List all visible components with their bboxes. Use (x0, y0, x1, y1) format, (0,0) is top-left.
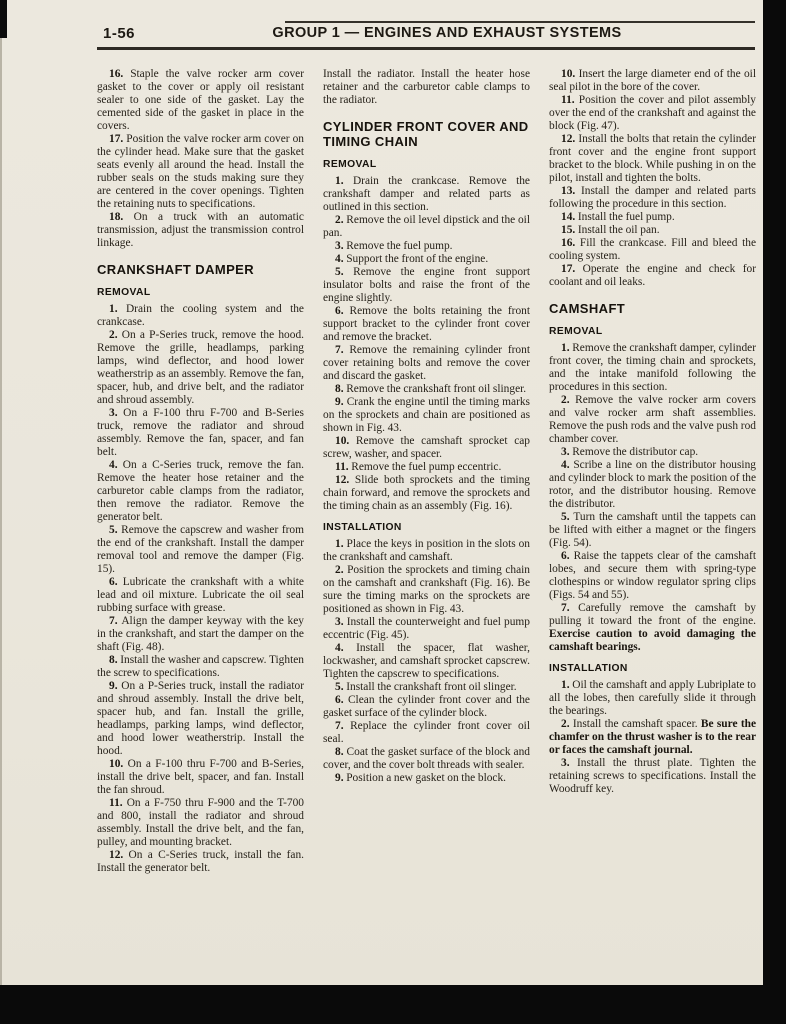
numbered-step: 18. On a truck with an automatic transmission, adjust the transmission control linkage. (97, 211, 304, 249)
step-number: 9. (335, 395, 347, 408)
page-content (97, 16, 757, 875)
numbered-step: 10. Insert the large diameter end of the oil seal pilot in the bore of the cover. (549, 68, 756, 93)
numbered-step: 1. Oil the camshaft and apply Lubriplate to all the lobes, then carefully slide it through the bearings. (549, 678, 756, 717)
text-column-3 (549, 68, 756, 875)
header-rule-bottom (97, 47, 755, 50)
step-number: 6. (335, 693, 348, 706)
step-number: 8. (335, 382, 347, 395)
step-number: 4. (335, 252, 347, 265)
subsection-heading: REMOVAL (97, 286, 151, 298)
emphasis-text: Exercise caution to avoid damaging the camshaft bearings. (549, 627, 756, 653)
step-number: 12. (561, 133, 579, 145)
step-number: 3. (109, 406, 124, 419)
numbered-step: 15. Install the oil pan. (561, 224, 660, 236)
numbered-step: 9. On a P-Series truck, install the radiator and shroud assembly. Install the drive belt, spacer hub, and fan. Install the grille, headlamps, parking lamps, wind deflector, and hood lower weatherstrip. Install the hood. (97, 679, 304, 757)
numbered-step: 6. Remove the bolts retaining the front support bracket to the cylinder front cover and remove the bracket. (323, 304, 530, 343)
numbered-step: 3. Install the counterweight and fuel pump eccentric (Fig. 45). (323, 615, 530, 641)
step-number: 15. (561, 224, 578, 236)
numbered-step: 2. Install the camshaft spacer. Be sure the chamfer on the thrust washer is to the rear or faces the camshaft journal. (549, 717, 756, 756)
text-columns (97, 68, 757, 875)
section-heading: CYLINDER FRONT COVER AND TIMING CHAIN (323, 119, 529, 149)
page-header (97, 16, 757, 66)
step-number: 7. (109, 614, 122, 627)
numbered-step: 1. Remove the crankshaft damper, cylinder front cover, the timing chain and sprockets, and the intake manifold following the procedures in this section. (549, 341, 756, 393)
step-number: 10. (109, 757, 128, 770)
step-number: 5. (561, 510, 574, 523)
step-number: 8. (109, 653, 121, 666)
numbered-step: 9. Crank the engine until the timing marks on the sprockets and chain are positioned as shown in Fig. 43. (323, 395, 530, 434)
numbered-step: 6. Lubricate the crankshaft with a white lead and oil mixture. Lubricate the oil seal rubbing surface with grease. (97, 575, 304, 614)
numbered-step: 7. Align the damper keyway with the key in the crankshaft, and start the damper on the shaft (Fig. 48). (97, 614, 304, 653)
step-number: 1. (561, 341, 573, 354)
numbered-step: 7. Carefully remove the camshaft by pulling it toward the front of the engine. Exercise caution to avoid damaging the camshaft bearings. (549, 601, 756, 653)
step-number: 3. (561, 445, 573, 458)
step-number: 4. (335, 641, 357, 654)
text-column-2 (323, 68, 530, 875)
section-heading: CRANKSHAFT DAMPER (97, 262, 255, 277)
step-number: 13. (561, 185, 582, 197)
numbered-step: 9. Position a new gasket on the block. (335, 771, 507, 784)
numbered-step: 5. Remove the capscrew and washer from the end of the crankshaft. Install the damper removal tool and remove the damper (Fig. 15). (97, 523, 304, 575)
scan-black-right-edge (763, 0, 786, 1024)
step-number: 12. (109, 848, 129, 861)
numbered-step: 5. Turn the camshaft until the tappets can be lifted with either a magnet or the fingers (Fig. 54). (549, 510, 756, 549)
step-number: 7. (335, 719, 351, 732)
numbered-step: 1. Drain the crankcase. Remove the crankshaft damper and related parts as outlined in this section. (323, 174, 530, 213)
step-number: 2. (335, 563, 348, 576)
scan-artifact-top-left (0, 0, 7, 38)
numbered-step: 10. On a F-100 thru F-700 and B-Series, install the drive belt, spacer, and fan. Install the fan shroud. (97, 757, 304, 796)
numbered-step: 4. Scribe a line on the distributor housing and cylinder block to mark the position of the rotor, and the distributor housing. Remove the distributor. (549, 458, 756, 510)
step-number: 7. (561, 601, 579, 614)
numbered-step: 12. Install the bolts that retain the cylinder front cover and the engine front support bracket to the block. While pushing in on the pilot, install and tighten the bolts. (549, 133, 757, 184)
numbered-step: 3. Install the thrust plate. Tighten the retaining screws to specifications. Install the Woodruff key. (549, 756, 756, 795)
numbered-step: 12. Slide both sprockets and the timing chain forward, and remove the sprockets and the timing chain as an assembly (Fig. 16). (323, 473, 530, 512)
numbered-step: 2. Position the sprockets and timing chain on the camshaft and crankshaft (Fig. 16). Be sure the timing marks on the sprockets are positioned as shown in Fig. 43. (323, 563, 530, 615)
step-number: 10. (561, 68, 579, 80)
scan-black-bottom-edge (0, 985, 786, 1024)
numbered-step: 1. Place the keys in position in the slots on the crankshaft and camshaft. (323, 537, 530, 563)
step-number: 3. (561, 756, 577, 769)
numbered-step: 6. Clean the cylinder front cover and the gasket surface of the cylinder block. (323, 693, 530, 719)
numbered-step: 7. Remove the remaining cylinder front cover retaining bolts and remove the cover and discard the gasket. (323, 343, 530, 382)
page-title: GROUP 1 — ENGINES AND EXHAUST SYSTEMS (272, 25, 622, 41)
step-number: 1. (335, 537, 347, 550)
numbered-step: 8. Coat the gasket surface of the block and cover, and the cover bolt threads with sealer. (323, 745, 530, 771)
step-number: 17. (561, 263, 583, 275)
numbered-step: 17. Operate the engine and check for coolant and oil leaks. (549, 263, 756, 288)
header-rule-top (285, 21, 755, 23)
step-number: 8. (335, 745, 347, 758)
step-number: 2. (335, 213, 347, 226)
step-number: 9. (335, 771, 347, 784)
numbered-step: 4. Install the spacer, flat washer, lockwasher, and camshaft sprocket capscrew. Tighten the capscrew to specifications. (323, 641, 530, 680)
step-number: 18. (109, 211, 134, 223)
step-number: 2. (561, 717, 573, 730)
numbered-step: 4. On a C-Series truck, remove the fan. Remove the heater hose retainer and the carburetor cable clamps from the radiator, then remove the radiator. Remove the generator belt. (97, 458, 304, 523)
scan-left-edge (0, 0, 2, 986)
step-number: 1. (109, 302, 126, 315)
numbered-step: 3. Remove the distributor cap. (561, 445, 699, 458)
numbered-step: 16. Fill the crankcase. Fill and bleed the cooling system. (549, 237, 756, 262)
step-number: 3. (335, 239, 347, 252)
numbered-step: 11. Remove the fuel pump eccentric. (335, 460, 502, 473)
numbered-step: 10. Remove the camshaft sprocket cap screw, washer, and spacer. (323, 434, 530, 460)
numbered-step: 8. Remove the crankshaft front oil slinger. (335, 382, 527, 395)
step-number: 1. (335, 174, 353, 187)
numbered-step: 8. Install the washer and capscrew. Tighten the screw to specifications. (97, 653, 304, 679)
numbered-step: 1. Drain the cooling system and the crankcase. (97, 302, 304, 328)
step-number: 5. (109, 523, 122, 536)
step-number: 2. (561, 393, 576, 406)
text-column-1 (97, 68, 304, 875)
step-number: 4. (109, 458, 123, 471)
numbered-step: 3. On a F-100 thru F-700 and B-Series truck, remove the radiator and shroud assembly. Remove the fan, spacer, and fan belt. (97, 406, 304, 458)
step-number: 6. (335, 304, 350, 317)
subsection-heading: REMOVAL (549, 325, 603, 337)
numbered-step: 2. On a P-Series truck, remove the hood. Remove the grille, headlamps, parking lamps, wind deflector, and hood lower weatherstrip as an assembly. Remove the fan, spacer, hub, and drive belt, and the radiator and shroud assembly. (97, 328, 304, 406)
numbered-step: 13. Install the damper and related parts following the procedure in this section. (549, 185, 756, 210)
step-number: 16. (109, 68, 131, 80)
step-number: 5. (335, 680, 347, 693)
numbered-step: 12. On a C-Series truck, install the fan. Install the generator belt. (97, 848, 304, 874)
subsection-heading: INSTALLATION (323, 521, 402, 533)
numbered-step: 17. Position the valve rocker arm cover on the cylinder head. Make sure that the gasket seats evenly all around the head. Install the rubber seals on the studs making sure they are centered in the cover openings. Tighten the retaining nuts to specifications. (97, 133, 304, 210)
step-number: 11. (335, 460, 352, 473)
paragraph-continuation: Install the radiator. Install the heater hose retainer and the carburetor cable clamps to the radiator. (323, 68, 530, 106)
step-number: 16. (561, 237, 580, 249)
numbered-step: 3. Remove the fuel pump. (335, 239, 453, 252)
step-number: 4. (561, 458, 574, 471)
numbered-step: 16. Staple the valve rocker arm cover gasket to the cover or apply oil resistant sealer to one side of the gasket. Lay the cemented side of the gasket in place in the covers. (97, 68, 305, 132)
section-heading: CAMSHAFT (549, 301, 626, 316)
emphasis-text: Be sure the chamfer on the thrust washer is to the rear or faces the camshaft journal. (549, 717, 756, 756)
step-number: 2. (109, 328, 122, 341)
step-number: 5. (335, 265, 354, 278)
step-number: 7. (335, 343, 350, 356)
step-number: 11. (109, 796, 127, 809)
subsection-heading: INSTALLATION (549, 662, 628, 674)
page-number: 1-56 (103, 25, 136, 42)
numbered-step: 11. Position the cover and pilot assembly over the end of the crankshaft and against the block (Fig. 47). (549, 94, 756, 132)
numbered-step: 14. Install the fuel pump. (561, 211, 675, 223)
step-number: 6. (561, 549, 574, 562)
numbered-step: 2. Remove the valve rocker arm covers and valve rocker arm shaft assemblies. Remove the push rods and the valve push rod chamber cover. (549, 393, 756, 445)
step-number: 14. (561, 211, 578, 223)
step-number: 6. (109, 575, 123, 588)
numbered-step: 2. Remove the oil level dipstick and the oil pan. (323, 213, 530, 239)
subsection-heading: REMOVAL (323, 158, 377, 170)
step-number: 9. (109, 679, 122, 692)
step-number: 17. (109, 133, 127, 145)
numbered-step: 5. Remove the engine front support insulator bolts and raise the front of the engine slightly. (323, 265, 530, 304)
step-number: 10. (335, 434, 356, 447)
step-number: 11. (561, 94, 579, 106)
numbered-step: 5. Install the crankshaft front oil slinger. (335, 680, 517, 693)
step-number: 3. (335, 615, 347, 628)
numbered-step: 4. Support the front of the engine. (335, 252, 489, 265)
step-number: 12. (335, 473, 355, 486)
numbered-step: 6. Raise the tappets clear of the camshaft lobes, and secure them with spring-type clothespins or window regulator spring clips (Figs. 54 and 55). (549, 549, 756, 601)
step-number: 1. (561, 678, 573, 691)
numbered-step: 11. On a F-750 thru F-900 and the T-700 and 800, install the radiator and shroud assembly. Install the drive belt, and the fan, pulley, and mounting bracket. (97, 796, 304, 848)
numbered-step: 7. Replace the cylinder front cover oil seal. (323, 719, 530, 745)
